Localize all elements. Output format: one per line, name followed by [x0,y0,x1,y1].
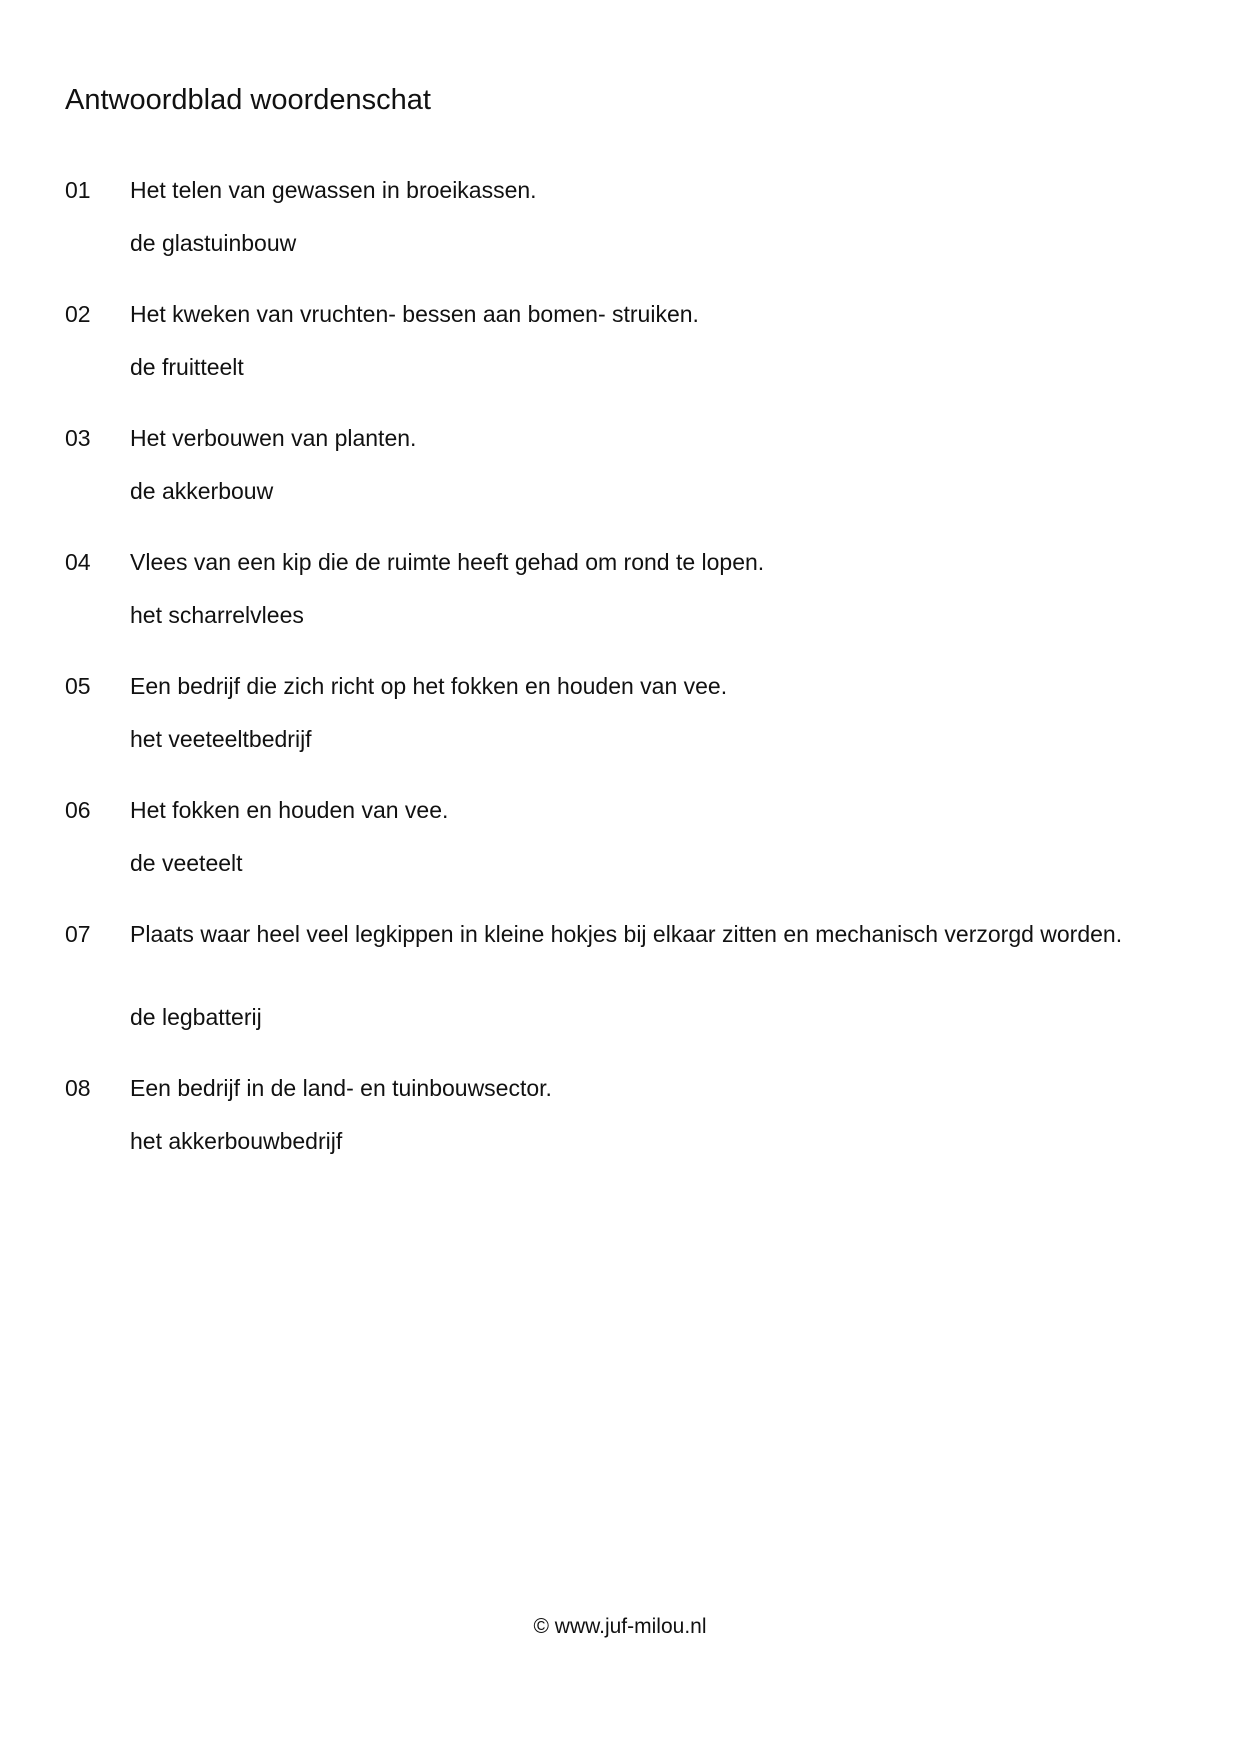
entry-number: 08 [65,1075,91,1101]
entry-answer: de glastuinbouw [130,230,297,256]
copyright-footer: © www.juf-milou.nl [533,1615,707,1638]
entry-question: Het telen van gewassen in broeikassen. [130,177,537,203]
entry-question: Het verbouwen van planten. [130,425,417,451]
entry-number: 05 [65,673,91,699]
entry-question: Het kweken van vruchten- bessen aan bomen- struiken. [130,301,699,327]
entry-answer: de akkerbouw [130,478,274,504]
entry-question: Een bedrijf in de land- en tuinbouwsector. [130,1075,552,1101]
entry-answer: de veeteelt [130,850,243,876]
entry-question: Het fokken en houden van vee. [130,797,449,823]
entry-answer: het akkerbouwbedrijf [130,1128,343,1154]
entry-question: Plaats waar heel veel legkippen in kleine hokjes bij elkaar zitten en mechanisch verzorgd worden. [130,921,1123,947]
entry-number: 03 [65,425,91,451]
entry-question: Een bedrijf die zich richt op het fokken en houden van vee. [130,673,728,699]
entry-question: Vlees van een kip die de ruimte heeft gehad om rond te lopen. [130,549,765,575]
page-title: Antwoordblad woordenschat [65,84,431,116]
entry-answer: het scharrelvlees [130,602,304,628]
entry-answer: de legbatterij [130,1004,262,1030]
entry-number: 01 [65,177,91,203]
entry-number: 07 [65,921,91,947]
entry-number: 06 [65,797,91,823]
entry-answer: de fruitteelt [130,354,244,380]
entry-number: 02 [65,301,91,327]
entry-number: 04 [65,549,91,575]
entry-answer: het veeteeltbedrijf [130,726,312,752]
